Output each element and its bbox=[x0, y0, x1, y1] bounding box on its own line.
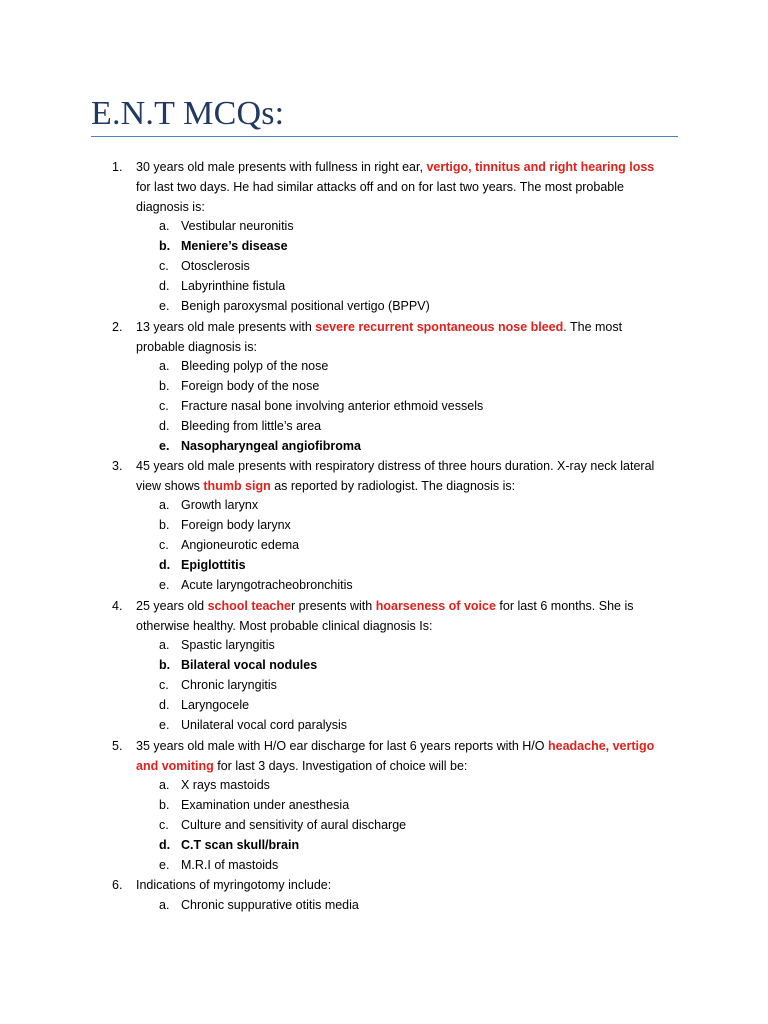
option-letter: e. bbox=[159, 299, 170, 313]
option-text: Bilateral vocal nodules bbox=[181, 658, 318, 672]
question-text-part: as reported by radiologist. The diagnosis is: bbox=[270, 479, 516, 493]
option-letter: b. bbox=[159, 798, 170, 812]
answer-option-correct bbox=[0, 655, 768, 675]
option-letter: a. bbox=[159, 219, 170, 233]
option-text: Bleeding from little’s area bbox=[181, 419, 322, 433]
question-text-part: 30 years old male presents with fullness in right ear, bbox=[136, 160, 427, 174]
answer-option bbox=[0, 515, 768, 535]
option-text: Foreign body larynx bbox=[181, 518, 291, 532]
question-text bbox=[136, 456, 666, 496]
answer-option bbox=[0, 635, 768, 655]
highlighted-text: hoarseness of voice bbox=[375, 599, 496, 613]
option-text: Fracture nasal bone involving anterior ethmoid vessels bbox=[181, 399, 484, 413]
option-letter: b. bbox=[159, 518, 170, 532]
option-text: Chronic suppurative otitis media bbox=[181, 898, 359, 912]
option-letter: b. bbox=[159, 239, 171, 253]
question-text-part: 35 years old male with H/O ear discharge for last 6 years reports with H/O bbox=[136, 739, 548, 753]
option-letter: b. bbox=[159, 379, 170, 393]
answer-option bbox=[0, 815, 768, 835]
option-letter: b. bbox=[159, 658, 171, 672]
option-text: Vestibular neuronitis bbox=[181, 219, 294, 233]
option-text: Unilateral vocal cord paralysis bbox=[181, 718, 348, 732]
option-letter: e. bbox=[159, 858, 170, 872]
question-number: 3. bbox=[112, 459, 123, 473]
answer-option bbox=[0, 356, 768, 376]
option-letter: d. bbox=[159, 279, 170, 293]
option-letter: a. bbox=[159, 778, 170, 792]
highlighted-text: vertigo, tinnitus and right hearing loss bbox=[426, 160, 655, 174]
answer-option bbox=[0, 216, 768, 236]
option-text: Meniere’s disease bbox=[181, 239, 288, 253]
option-letter: a. bbox=[159, 898, 170, 912]
option-text: Nasopharyngeal angiofibroma bbox=[181, 439, 361, 453]
option-text: Culture and sensitivity of aural discharge bbox=[181, 818, 407, 832]
question-text-part: for last 3 days. Investigation of choice will be: bbox=[213, 759, 468, 773]
option-letter: c. bbox=[159, 678, 169, 692]
answer-option bbox=[0, 376, 768, 396]
option-letter: d. bbox=[159, 838, 171, 852]
option-letter: c. bbox=[159, 259, 169, 273]
question-text bbox=[136, 875, 666, 895]
answer-option bbox=[0, 535, 768, 555]
option-text: Examination under anesthesia bbox=[181, 798, 350, 812]
option-letter: e. bbox=[159, 718, 170, 732]
highlighted-text: thumb sign bbox=[203, 479, 271, 493]
option-text: Growth larynx bbox=[181, 498, 259, 512]
option-letter: c. bbox=[159, 538, 169, 552]
option-text: Acute laryngotracheobronchitis bbox=[181, 578, 353, 592]
option-letter: e. bbox=[159, 439, 170, 453]
option-text: C.T scan skull/brain bbox=[181, 838, 300, 852]
answer-option bbox=[0, 855, 768, 875]
question-text-part: 45 years old male presents with respiratory distress of three hours duration. X-ray neck lateral view shows bbox=[136, 459, 655, 493]
page-title: E.N.T MCQs: bbox=[91, 95, 285, 132]
title-underline bbox=[91, 136, 678, 137]
answer-option bbox=[0, 695, 768, 715]
option-text: Epiglottitis bbox=[181, 558, 246, 572]
option-letter: d. bbox=[159, 698, 170, 712]
option-letter: e. bbox=[159, 578, 170, 592]
answer-option bbox=[0, 715, 768, 735]
question-text bbox=[136, 317, 666, 357]
option-text: Angioneurotic edema bbox=[181, 538, 300, 552]
answer-option bbox=[0, 495, 768, 515]
option-letter: c. bbox=[159, 818, 169, 832]
answer-option bbox=[0, 416, 768, 436]
answer-option-correct bbox=[0, 236, 768, 256]
question-number: 4. bbox=[112, 599, 123, 613]
answer-option bbox=[0, 276, 768, 296]
question-number: 5. bbox=[112, 739, 123, 753]
answer-option bbox=[0, 895, 768, 915]
question-text-part: Indications of myringotomy include: bbox=[136, 878, 332, 892]
option-letter: a. bbox=[159, 638, 170, 652]
question-number: 6. bbox=[112, 878, 123, 892]
question-text-part: r presents with bbox=[290, 599, 376, 613]
option-letter: c. bbox=[159, 399, 169, 413]
question-text-part: 13 years old male presents with bbox=[136, 320, 316, 334]
highlighted-text: severe recurrent spontaneous nose bleed bbox=[315, 320, 564, 334]
answer-option-correct bbox=[0, 835, 768, 855]
option-letter: a. bbox=[159, 498, 170, 512]
question-text-part: for last two days. He had similar attacks off and on for last two years. The most probable diagnosis is: bbox=[136, 180, 624, 214]
question-text-part: for last 6 months. She is otherwise healthy. Most probable clinical diagnosis Is: bbox=[136, 599, 634, 633]
option-text: M.R.I of mastoids bbox=[181, 858, 279, 872]
answer-option bbox=[0, 775, 768, 795]
question-text bbox=[136, 596, 666, 636]
option-text: Laryngocele bbox=[181, 698, 250, 712]
answer-option bbox=[0, 675, 768, 695]
answer-option-correct bbox=[0, 555, 768, 575]
option-text: X rays mastoids bbox=[181, 778, 270, 792]
highlighted-text: headache, vertigo and vomiting bbox=[136, 739, 655, 773]
option-letter: d. bbox=[159, 419, 170, 433]
option-letter: a. bbox=[159, 359, 170, 373]
question-text-part: 25 years old bbox=[136, 599, 208, 613]
option-text: Chronic laryngitis bbox=[181, 678, 277, 692]
question-number: 1. bbox=[112, 160, 123, 174]
option-text: Labyrinthine fistula bbox=[181, 279, 286, 293]
question-text-part: . The most probable diagnosis is: bbox=[136, 320, 623, 354]
option-text: Spastic laryngitis bbox=[181, 638, 275, 652]
question-text bbox=[136, 157, 666, 217]
option-text: Bleeding polyp of the nose bbox=[181, 359, 329, 373]
option-letter: d. bbox=[159, 558, 171, 572]
answer-option bbox=[0, 396, 768, 416]
answer-option bbox=[0, 296, 768, 316]
highlighted-text: school teache bbox=[207, 599, 291, 613]
answer-option bbox=[0, 575, 768, 595]
answer-option-correct bbox=[0, 436, 768, 456]
question-number: 2. bbox=[112, 320, 123, 334]
option-text: Benigh paroxysmal positional vertigo (BPPV) bbox=[181, 299, 430, 313]
question-text bbox=[136, 736, 666, 776]
answer-option bbox=[0, 795, 768, 815]
option-text: Foreign body of the nose bbox=[181, 379, 320, 393]
answer-option bbox=[0, 256, 768, 276]
option-text: Otosclerosis bbox=[181, 259, 250, 273]
